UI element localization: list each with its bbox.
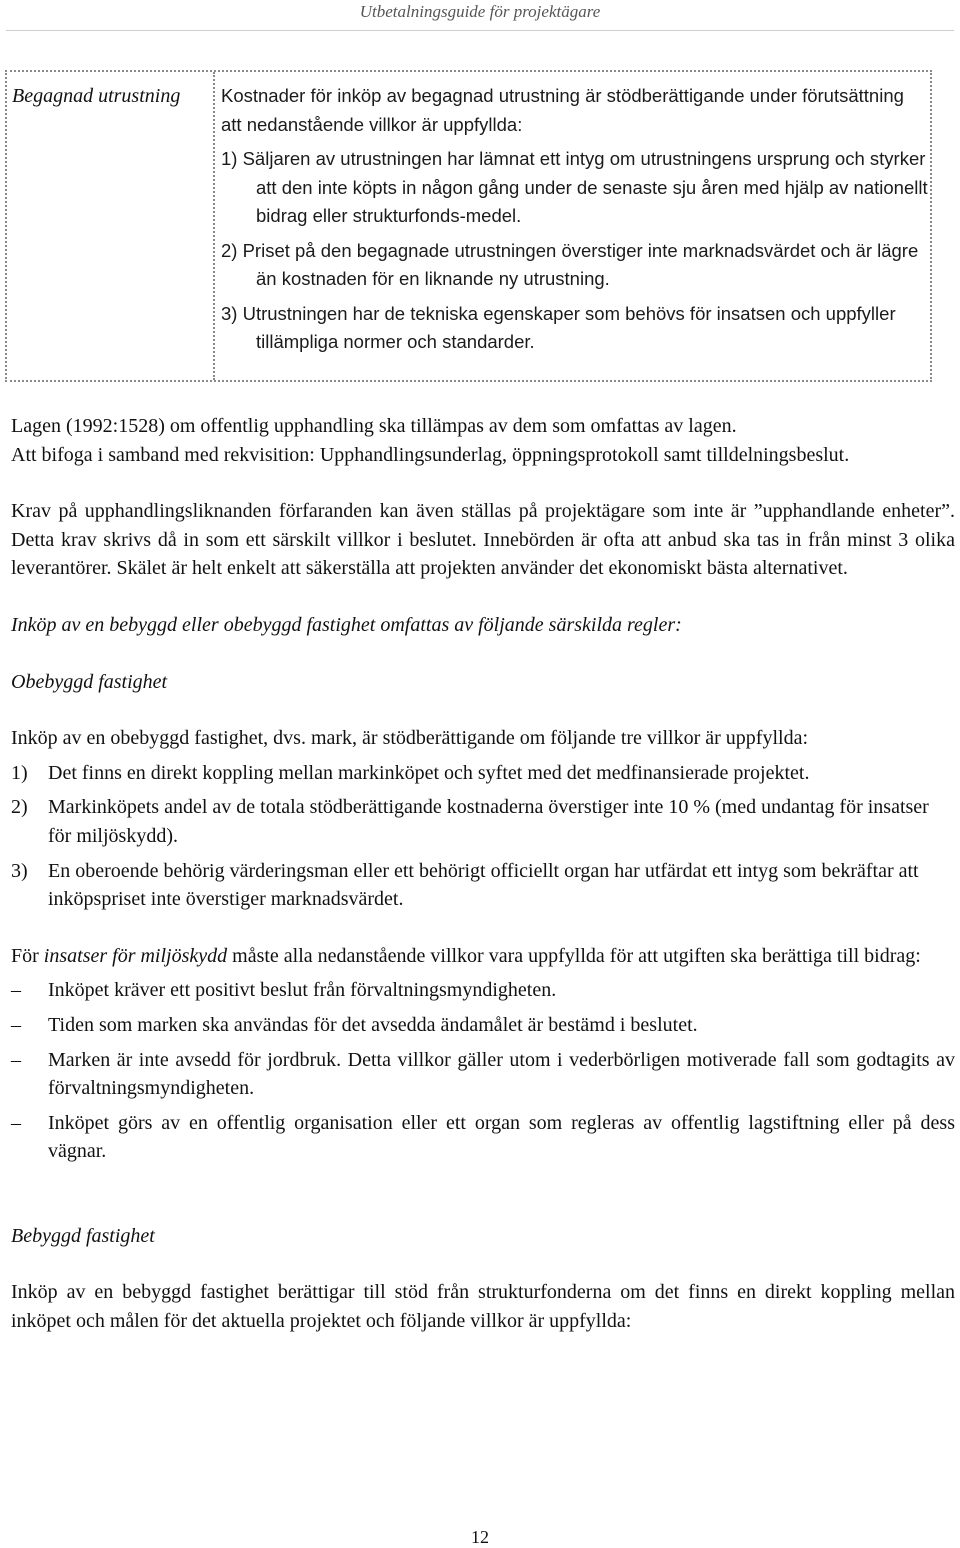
list-item-text: Marken är inte avsedd för jordbruk. Detta villkor gäller utom i vederbörligen motiverade fall som godtagits av förvaltningsmyndigheten. <box>48 1048 955 1100</box>
list-item <box>11 1046 955 1103</box>
list-item <box>11 1109 955 1166</box>
header-divider <box>6 30 954 31</box>
box-condition-3: 3) Utrustningen har de tekniska egenskaper som behövs för insatsen och uppfyller tillämpliga normer och standarder. <box>221 302 896 352</box>
box-condition-1: 1) Säljaren av utrustningen har lämnat ett intyg om utrustningens ursprung och styrker att den inte köpts in någon gång under de senaste sju åren med hjälp av nationellt bidrag eller strukturfonds-medel. <box>221 148 928 226</box>
miljo-italic-term: insatser för miljöskydd <box>43 944 228 967</box>
list-item-text: Det finns en direkt koppling mellan markinköpet och syftet med det medfinansierade projektet. <box>48 761 810 784</box>
list-item <box>11 1011 955 1040</box>
list-item <box>11 976 955 1005</box>
page-number: 12 <box>471 1527 489 1547</box>
running-header: Utbetalningsguide för projektägare <box>359 2 601 21</box>
dash-bullet: – <box>11 1048 21 1071</box>
paragraph-bebyggd: Inköp av en bebyggd fastighet berättigar till stöd från strukturfonderna om det finns en direkt koppling mellan inköpet och målen för det aktuella projektet och följande villkor är uppfyllda: <box>11 1281 955 1333</box>
list-item <box>11 759 955 788</box>
list-item-text: Markinköpets andel av de totala stödberättigande kostnaderna överstiger inte 10 % (med undantag för insatser för miljöskydd). <box>48 796 929 847</box>
box-column-divider <box>213 72 215 380</box>
paragraph-krav: Krav på upphandlingsliknanden förfaranden kan även ställas på projektägare som inte är ”upphandlande enheter”. Detta krav skrivs då in som ett särskilt villkor i beslutet. Innebörden är ofta att anbud ska tas in från minst 3 olika leverantörer. Skälet är helt enkelt att säkerställa att projekten använder det ekonomiskt bästa alternativet. <box>11 500 955 580</box>
miljo-conditions-list <box>11 976 955 1166</box>
list-item-text: En oberoende behörig värderingsman eller ett behörigt officiellt organ har utfärdat ett intyg som bekräftar att inköpspriset inte överstiger marknadsvärdet. <box>48 859 919 911</box>
paragraph-lagen: Lagen (1992:1528) om offentlig upphandling ska tillämpas av dem som omfattas av lagen. <box>11 415 737 437</box>
list-item-number: 1) <box>11 761 28 784</box>
subheading-obebyggd: Obebyggd fastighet <box>11 670 168 693</box>
paragraph-bifoga: Att bifoga i samband med rekvisition: Upphandlingsunderlag, öppningsprotokoll samt tilldelningsbeslut. <box>11 443 850 466</box>
dash-bullet: – <box>11 1013 21 1036</box>
list-item <box>11 793 955 850</box>
document-body <box>11 412 955 1336</box>
box-label: Begagnad utrustning <box>12 85 181 107</box>
miljo-prefix: För <box>11 944 44 967</box>
box-intro: Kostnader för inköp av begagnad utrustning är stödberättigande under förutsättning att nedanstående villkor är uppfyllda: <box>221 85 904 135</box>
paragraph-miljo-intro <box>11 942 955 971</box>
dash-bullet: – <box>11 1111 21 1134</box>
list-item-text: Inköpet görs av en offentlig organisation eller ett organ som regleras av offentlig lagstiftning eller på dess vägnar. <box>48 1111 955 1163</box>
list-item-number: 2) <box>11 796 28 819</box>
paragraph-obebyggd-intro: Inköp av en obebyggd fastighet, dvs. mark, är stödberättigande om följande tre villkor är uppfyllda: <box>11 727 809 750</box>
used-equipment-box <box>5 70 932 382</box>
miljo-suffix: måste alla nedanstående villkor vara uppfyllda för att utgiften ska berättiga till bidrag: <box>227 944 921 967</box>
list-item-text: Inköpet kräver ett positivt beslut från förvaltningsmyndigheten. <box>48 979 557 1002</box>
obebyggd-conditions-list <box>11 759 955 914</box>
section-heading-inkop: Inköp av en bebyggd eller obebyggd fastighet omfattas av följande särskilda regler: <box>11 613 682 636</box>
list-item-text: Tiden som marken ska användas för det avsedda ändamålet är bestämd i beslutet. <box>48 1013 698 1036</box>
subheading-bebyggd: Bebyggd fastighet <box>11 1224 155 1247</box>
dash-bullet: – <box>11 979 21 1002</box>
box-content <box>221 82 929 357</box>
box-condition-2: 2) Priset på den begagnade utrustningen överstiger inte marknadsvärdet och är lägre än kostnaden för en liknande ny utrustning. <box>221 239 919 289</box>
list-item <box>11 857 955 914</box>
list-item-number: 3) <box>11 859 28 882</box>
